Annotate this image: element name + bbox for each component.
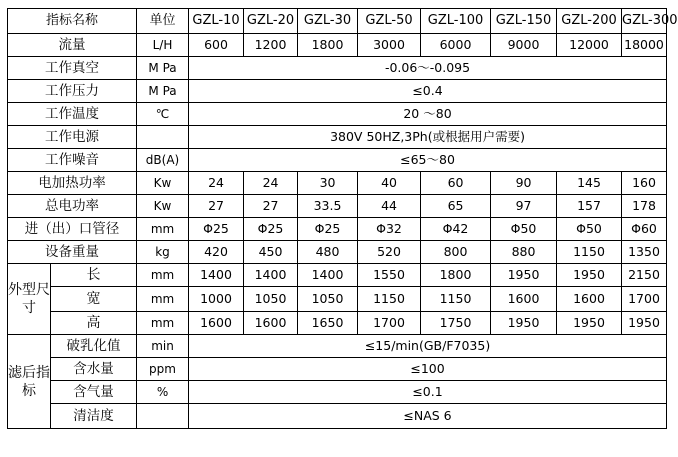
filtered-group-label: 滤后指标 [8, 335, 51, 429]
header-name: 指标名称 [8, 9, 137, 34]
header-model: GZL-150 [491, 9, 557, 34]
table-cell: 60 [421, 172, 491, 195]
spanned-value: ≤15/min(GB/F7035) [189, 335, 667, 358]
table-row [8, 172, 667, 195]
spanned-value: -0.06～-0.095 [189, 57, 667, 80]
table-cell: 1150 [421, 287, 491, 312]
row-name: 进（出）口管径 [8, 218, 137, 241]
header-unit: 单位 [137, 9, 189, 34]
row-name: 电加热功率 [8, 172, 137, 195]
table-cell: 1050 [244, 287, 298, 312]
table-cell: 33.5 [298, 195, 358, 218]
table-cell: 600 [189, 34, 244, 57]
row-name: 工作真空 [8, 57, 137, 80]
header-model: GZL-300 [622, 9, 667, 34]
spanned-value: ≤0.4 [189, 80, 667, 103]
table-cell: 40 [358, 172, 421, 195]
table-cell: Φ60 [622, 218, 667, 241]
spanned-value: ≤100 [189, 358, 667, 381]
table-cell: 3000 [358, 34, 421, 57]
row-unit: mm [137, 264, 189, 287]
row-unit: ppm [137, 358, 189, 381]
row-unit: M Pa [137, 80, 189, 103]
spec-table [7, 8, 678, 429]
row-unit: M Pa [137, 57, 189, 80]
table-cell: 420 [189, 241, 244, 264]
table-cell: 44 [358, 195, 421, 218]
table-cell: 1600 [557, 287, 622, 312]
header-model: GZL-200 [557, 9, 622, 34]
row-unit: Kw [137, 172, 189, 195]
table-cell: 1350 [622, 241, 667, 264]
table-cell: 1600 [189, 312, 244, 335]
table-cell: 157 [557, 195, 622, 218]
table-row [8, 218, 667, 241]
dimensions-group-label: 外型尺寸 [8, 264, 51, 335]
table-row [8, 404, 667, 429]
row-unit: min [137, 335, 189, 358]
table-cell: 1800 [298, 34, 358, 57]
table-cell: Φ25 [189, 218, 244, 241]
table-cell: 480 [298, 241, 358, 264]
spanned-value: ≤NAS 6 [189, 404, 667, 429]
spanned-value: ≤0.1 [189, 381, 667, 404]
table-cell: 1950 [622, 312, 667, 335]
table-cell: 1950 [557, 312, 622, 335]
table-cell: Φ50 [557, 218, 622, 241]
table-cell: 880 [491, 241, 557, 264]
row-name: 设备重量 [8, 241, 137, 264]
header-model: GZL-20 [244, 9, 298, 34]
table-cell: 1600 [491, 287, 557, 312]
table-row [8, 241, 667, 264]
table-cell: 1950 [491, 264, 557, 287]
table-cell: 520 [358, 241, 421, 264]
table-row [8, 287, 667, 312]
header-model: GZL-100 [421, 9, 491, 34]
table-cell: Φ50 [491, 218, 557, 241]
table-cell: 1150 [358, 287, 421, 312]
row-name: 宽 [51, 287, 137, 312]
table-row [8, 358, 667, 381]
row-unit [137, 404, 189, 429]
row-unit: mm [137, 312, 189, 335]
row-name: 工作压力 [8, 80, 137, 103]
row-name: 总电功率 [8, 195, 137, 218]
row-name: 含气量 [51, 381, 137, 404]
table-cell: 24 [244, 172, 298, 195]
row-name: 清洁度 [51, 404, 137, 429]
table-row [8, 264, 667, 287]
row-unit: ℃ [137, 103, 189, 126]
table-cell: 1400 [298, 264, 358, 287]
table-row [8, 381, 667, 404]
table-cell: 1050 [298, 287, 358, 312]
table-cell: 1150 [557, 241, 622, 264]
table-cell: 12000 [557, 34, 622, 57]
row-name: 高 [51, 312, 137, 335]
table-cell: 1550 [358, 264, 421, 287]
table-cell: 1950 [557, 264, 622, 287]
table-cell: 27 [244, 195, 298, 218]
table-row [8, 335, 667, 358]
table-cell: 27 [189, 195, 244, 218]
row-unit: Kw [137, 195, 189, 218]
table-row [8, 34, 667, 57]
table-cell: Φ42 [421, 218, 491, 241]
table-row [8, 312, 667, 335]
table-cell: 1200 [244, 34, 298, 57]
table-cell: 1700 [358, 312, 421, 335]
row-name: 含水量 [51, 358, 137, 381]
row-name: 工作噪音 [8, 149, 137, 172]
table-cell: 18000 [622, 34, 667, 57]
table-cell: 1400 [189, 264, 244, 287]
table-cell: 90 [491, 172, 557, 195]
row-unit: mm [137, 287, 189, 312]
table-cell: 160 [622, 172, 667, 195]
row-unit: % [137, 381, 189, 404]
row-unit: mm [137, 218, 189, 241]
row-unit: L/H [137, 34, 189, 57]
table-cell: 450 [244, 241, 298, 264]
table-cell: 24 [189, 172, 244, 195]
spanned-value: ≤65～80 [189, 149, 667, 172]
table-cell: 6000 [421, 34, 491, 57]
header-model: GZL-30 [298, 9, 358, 34]
table-cell: 1600 [244, 312, 298, 335]
row-name: 工作温度 [8, 103, 137, 126]
table-cell: 9000 [491, 34, 557, 57]
table-cell: 1650 [298, 312, 358, 335]
table-row [8, 195, 667, 218]
header-row [8, 9, 667, 34]
table-row [8, 57, 667, 80]
table-cell: 800 [421, 241, 491, 264]
row-unit: kg [137, 241, 189, 264]
table-cell: Φ25 [244, 218, 298, 241]
table-cell: 1400 [244, 264, 298, 287]
table-cell: 97 [491, 195, 557, 218]
table-cell: 145 [557, 172, 622, 195]
spanned-value: 20 ～80 [189, 103, 667, 126]
table-cell: 2150 [622, 264, 667, 287]
table-cell: 1800 [421, 264, 491, 287]
row-unit [137, 126, 189, 149]
row-name: 长 [51, 264, 137, 287]
table-cell: 1750 [421, 312, 491, 335]
table-cell: 1700 [622, 287, 667, 312]
row-name: 工作电源 [8, 126, 137, 149]
table-cell: 30 [298, 172, 358, 195]
table-cell: 1000 [189, 287, 244, 312]
spanned-value: 380V 50HZ,3Ph(或根据用户需要) [189, 126, 667, 149]
table-row [8, 149, 667, 172]
table-row [8, 103, 667, 126]
table-cell: Φ32 [358, 218, 421, 241]
table-row [8, 126, 667, 149]
row-unit: dB(A) [137, 149, 189, 172]
table-cell: 1950 [491, 312, 557, 335]
row-name: 破乳化值 [51, 335, 137, 358]
table-cell: Φ25 [298, 218, 358, 241]
row-name: 流量 [8, 34, 137, 57]
table-cell: 178 [622, 195, 667, 218]
table-row [8, 80, 667, 103]
header-model: GZL-50 [358, 9, 421, 34]
header-model: GZL-10 [189, 9, 244, 34]
table-cell: 65 [421, 195, 491, 218]
